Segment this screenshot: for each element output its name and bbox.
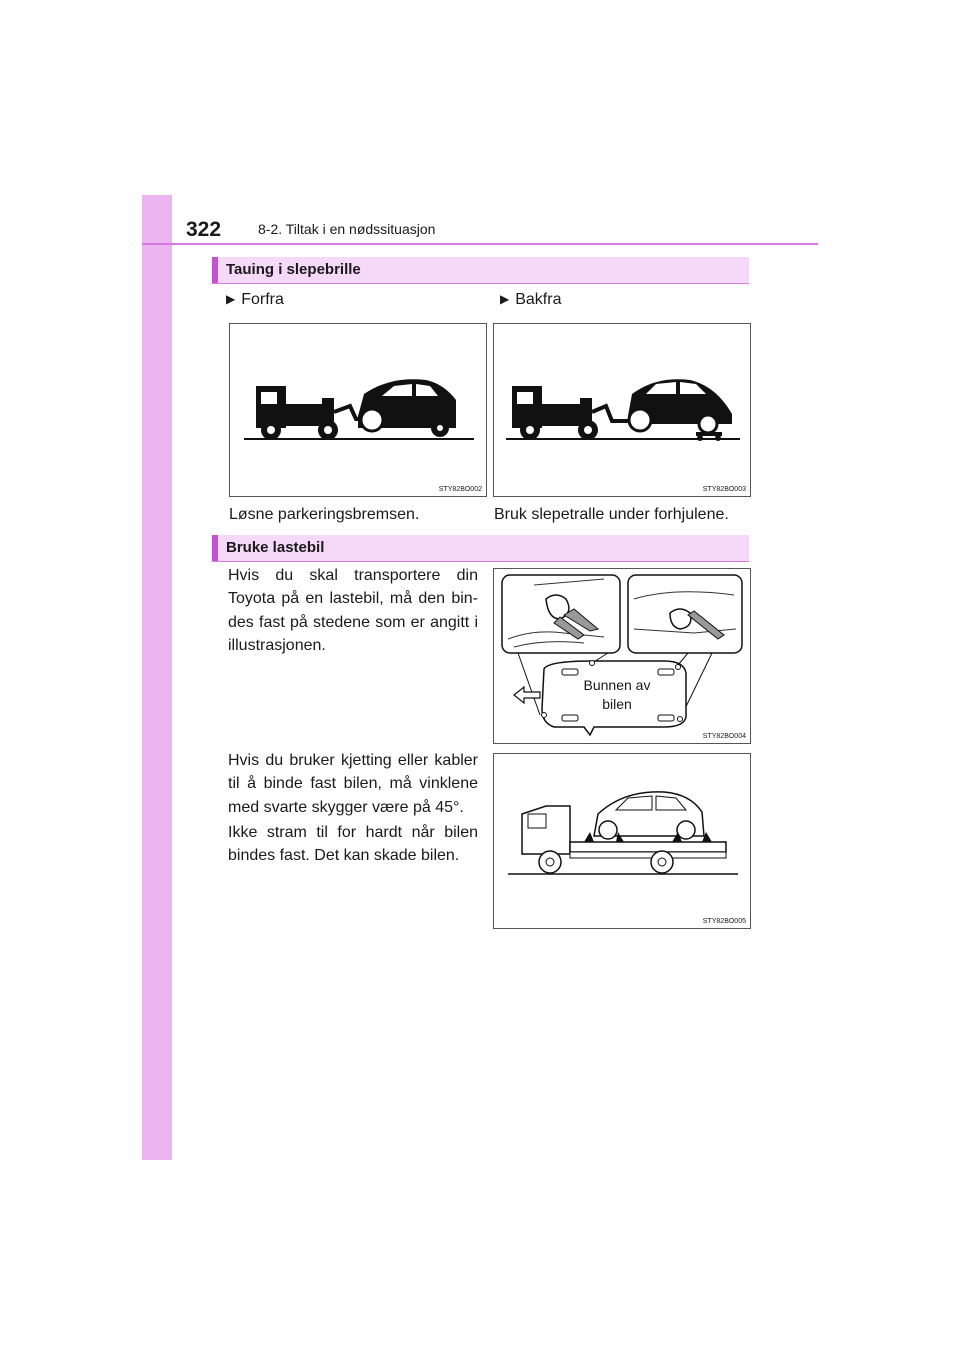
tow-front-illustration: [230, 324, 486, 496]
flatbed-illustration: [494, 754, 750, 928]
figure-tow-front: [229, 323, 487, 497]
arrow-left-icon: [512, 685, 542, 705]
figure-flatbed-truck: [493, 753, 751, 929]
figure-code: STY82BO003: [702, 486, 746, 493]
paragraph-tighten: Ikke stram til for hardt når bilen bindes fast. Det kan skade bilen.: [228, 824, 478, 865]
header-rule: [142, 243, 818, 245]
caption-front: Løsne parkeringsbremsen.: [229, 506, 420, 523]
figure-code: STY82BO002: [438, 486, 482, 493]
section-heading-towing-dolly: [212, 257, 749, 284]
side-bar: [142, 195, 172, 1160]
section-title: 8-2. Tiltak i en nødssituasjon: [258, 221, 436, 237]
subheading-front: [226, 291, 284, 309]
heading-accent: [212, 257, 218, 283]
heading-accent: [212, 535, 218, 561]
figure-tie-down-points: [493, 568, 751, 744]
triangle-right-icon: ▶: [226, 292, 236, 306]
heading-label: Tauing i slepebrille: [226, 261, 361, 278]
tow-rear-illustration: [494, 324, 750, 496]
tie-down-illustration: [494, 569, 750, 743]
paragraph-transport: Hvis du skal transportere din Toyota på en lastebil, må den bin-des fast på stedene som er angitt i illustrasjonen.: [228, 567, 478, 654]
paragraph-chains: Hvis du bruker kjetting eller kabler til å binde fast bilen, må vinklene med svarte skygger være på 45°.: [228, 752, 478, 816]
page-number: 322: [186, 218, 222, 241]
subheading-front-label: Forfra: [241, 291, 284, 308]
underside-label: Bunnen av bilen: [583, 677, 651, 712]
subheading-rear-label: Bakfra: [515, 291, 562, 308]
figure-code: STY82BO004: [702, 733, 746, 740]
figure-code: STY82BO005: [702, 918, 746, 925]
section-heading-truck: [212, 535, 749, 562]
triangle-right-icon: ▶: [500, 292, 510, 306]
heading-label: Bruke lastebil: [226, 539, 325, 556]
caption-rear: Bruk slepetralle under forhjulene.: [494, 506, 729, 523]
figure-tow-rear: [493, 323, 751, 497]
subheading-rear: [500, 291, 561, 309]
